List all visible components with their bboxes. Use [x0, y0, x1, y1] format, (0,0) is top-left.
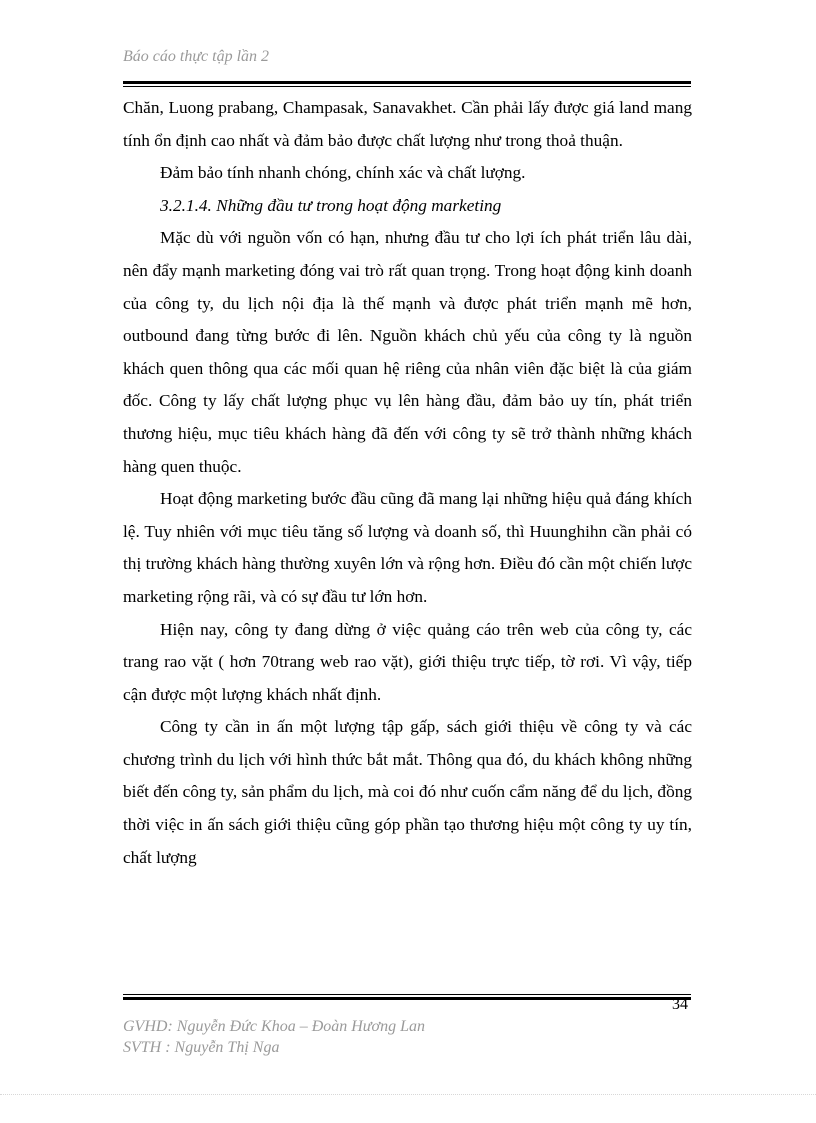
section-heading: 3.2.1.4. Những đầu tư trong hoạt động marketing: [160, 195, 502, 215]
paragraph-continuation: Chăn, Luong prabang, Champasak, Sanavakhet. Cần phải lấy được giá land mang tính ổn định cao nhất và đảm bảo được chất lượng như trong thoả thuận.: [123, 98, 692, 150]
footer-rule-thin: [123, 994, 691, 995]
paragraph-current-advertising: Hiện nay, công ty đang dừng ở việc quảng cáo trên web của công ty, các trang rao vặt ( hơn 70trang web rao vặt), giới thiệu trực tiếp, tờ rơi. Vì vậy, tiếp cận được một lượng khách nhất định.: [123, 619, 692, 704]
header-rule-thick: [123, 81, 691, 84]
body-content: [123, 92, 692, 874]
page-bottom-edge: [0, 1094, 816, 1095]
paragraph-brochures: Công ty cần in ấn một lượng tập gấp, sách giới thiệu về công ty và các chương trình du lịch với hình thức bắt mắt. Thông qua đó, du khách không những biết đến công ty, sản phẩm du lịch, mà coi đó như cuốn cẩm năng để du lịch, đồng thời việc in ấn sách giới thiệu cũng góp phần tạo thương hiệu một công ty uy tín, chất lượng: [123, 717, 692, 867]
paragraph-assurance: Đảm bảo tính nhanh chóng, chính xác và chất lượng.: [160, 163, 526, 183]
footer-advisor: GVHD: Nguyễn Đức Khoa – Đoàn Hương Lan: [123, 1018, 425, 1035]
footer-student: SVTH : Nguyễn Thị Nga: [123, 1039, 280, 1056]
header-rule-thin: [123, 86, 691, 87]
paragraph-marketing-results: Hoạt động marketing bước đầu cũng đã mang lại những hiệu quả đáng khích lệ. Tuy nhiên với mục tiêu tăng số lượng và doanh số, thì Huunghihn cần phải có thị trường khách hàng thường xuyên lớn và rộng hơn. Điều đó cần một chiến lược marketing rộng rãi, và có sự đầu tư lớn hơn.: [123, 489, 692, 606]
footer-rule-thick: [123, 997, 691, 1000]
header-title: Báo cáo thực tập lần 2: [123, 48, 270, 65]
paragraph-investment: Mặc dù với nguồn vốn có hạn, nhưng đầu tư cho lợi ích phát triển lâu dài, nên đẩy mạnh marketing đóng vai trò rất quan trọng. Trong hoạt động kinh doanh của công ty, du lịch nội địa là thế mạnh và được phát triển mạnh mẽ hơn, outbound đang từng bước đi lên. Nguồn khách chủ yếu của công ty là nguồn khách quen thông qua các mối quan hệ riêng của nhân viên đặc biệt là của giám đốc. Công ty lấy chất lượng phục vụ lên hàng đầu, đảm bảo uy tín, phát triển thương hiệu, mục tiêu khách hàng đã đến với công ty sẽ trở thành những khách hàng quen thuộc.: [123, 228, 692, 476]
page-number: 34: [672, 996, 688, 1013]
